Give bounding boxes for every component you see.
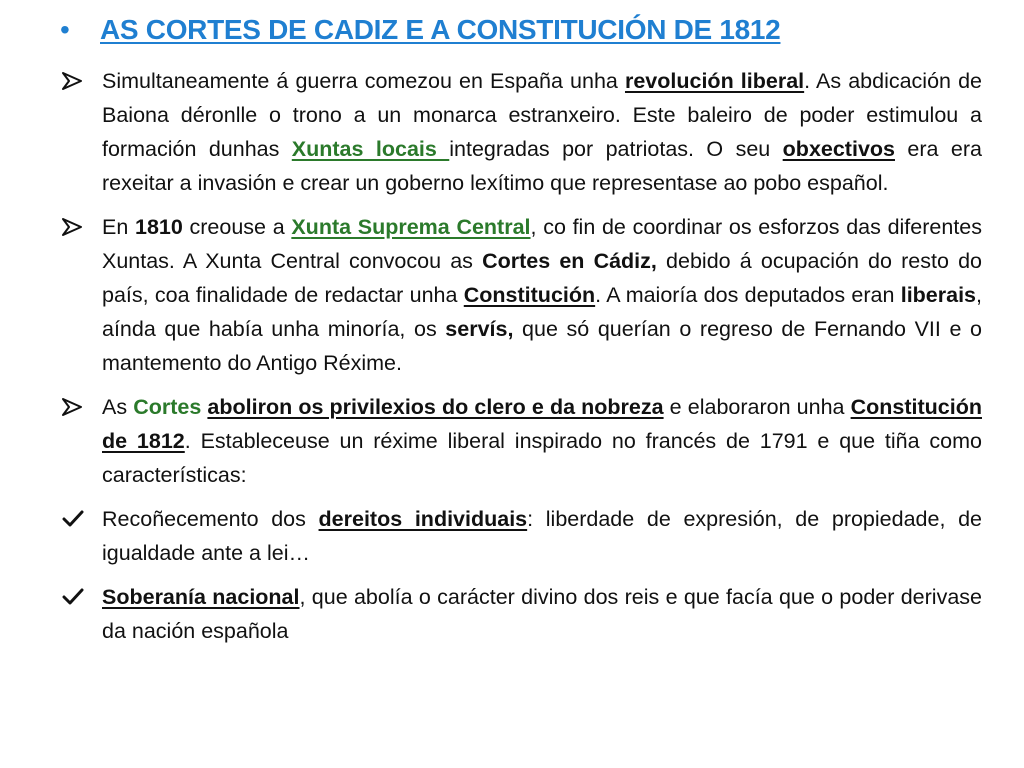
text-run: En: [102, 215, 135, 239]
arrow-bullet-icon: [62, 64, 102, 200]
bullet-item: [62, 210, 982, 380]
text-run: e elaboraron unha: [663, 395, 851, 419]
emphasis-text: Soberanía nacional: [102, 585, 300, 609]
emphasis-text: revolución liberal: [624, 69, 805, 93]
arrow-bullet-icon: [62, 210, 102, 380]
emphasis-text: liberais: [900, 283, 977, 307]
text-run: , que abolía o carácter divino dos reis e que facía que o poder derivase da nación española: [102, 585, 982, 643]
title-row: [60, 10, 990, 50]
text-run: que só querían o regreso de Fernando VII e o mantemento do Antigo Réxime.: [102, 317, 982, 375]
text-run: Simultaneamente á guerra comezou en España unha: [102, 69, 625, 93]
text-run: era era rexeitar a invasión e crear un goberno lexítimo que representase ao pobo español.: [102, 137, 982, 195]
text-run: debido á ocupación do resto do país, coa finalidade de redactar unha: [102, 249, 982, 307]
bullet-text: [102, 64, 982, 200]
emphasis-text: 1810: [134, 215, 183, 239]
text-run: As: [102, 395, 134, 419]
text-run: , aínda que había unha minoría, os: [102, 283, 982, 341]
bullet-item: [62, 580, 982, 648]
bullet-item: [62, 64, 982, 200]
arrow-bullet-icon: [62, 390, 102, 492]
emphasis-text: Constitución: [463, 283, 596, 307]
emphasis-text: Cortes: [133, 395, 202, 419]
text-run: . Estableceuse un réxime liberal inspirado no francés de 1791 e que tiña como características:: [102, 429, 982, 487]
bullet-text: [102, 390, 982, 492]
text-run: Recoñecemento dos: [102, 507, 319, 531]
checkmark-icon: [62, 502, 102, 570]
text-link[interactable]: Xuntas locais: [291, 137, 450, 161]
checkmark-icon: [62, 580, 102, 648]
emphasis-text: obxectivos: [782, 137, 895, 161]
text-run: creouse a: [182, 215, 292, 239]
text-run: , co fin de coordinar os esforzos das diferentes Xuntas. A Xunta Central convocou as: [102, 215, 982, 273]
bullet-text: [102, 580, 982, 648]
emphasis-text: Cortes en Cádiz,: [482, 249, 657, 273]
text-run: . As abdicación de Baiona déronlle o trono a un monarca estranxeiro. Este baleiro de poder estimulou a formación dunhas: [102, 69, 983, 161]
text-run: : liberdade de expresión, de propiedade, de igualdade ante a lei…: [102, 507, 982, 565]
bullet-dot-icon: •: [60, 14, 70, 45]
slide-title: AS CORTES DE CADIZ E A CONSTITUCIÓN DE 1812: [100, 14, 781, 45]
text-run: integradas por patriotas. O seu: [449, 137, 783, 161]
bullet-item: [62, 502, 982, 570]
bullet-item: [62, 390, 982, 492]
emphasis-text: dereitos individuais: [318, 507, 528, 531]
emphasis-text: servís,: [445, 317, 514, 341]
emphasis-text: aboliron os privilexios do clero e da nobreza: [207, 395, 664, 419]
bullet-text: [102, 502, 982, 570]
text-link[interactable]: Xunta Suprema Central: [291, 215, 531, 239]
bullet-text: [102, 210, 982, 380]
text-run: . A maioría dos deputados eran: [595, 283, 901, 307]
emphasis-text: Constitución de 1812: [102, 395, 982, 453]
bullet-list: [62, 64, 982, 658]
